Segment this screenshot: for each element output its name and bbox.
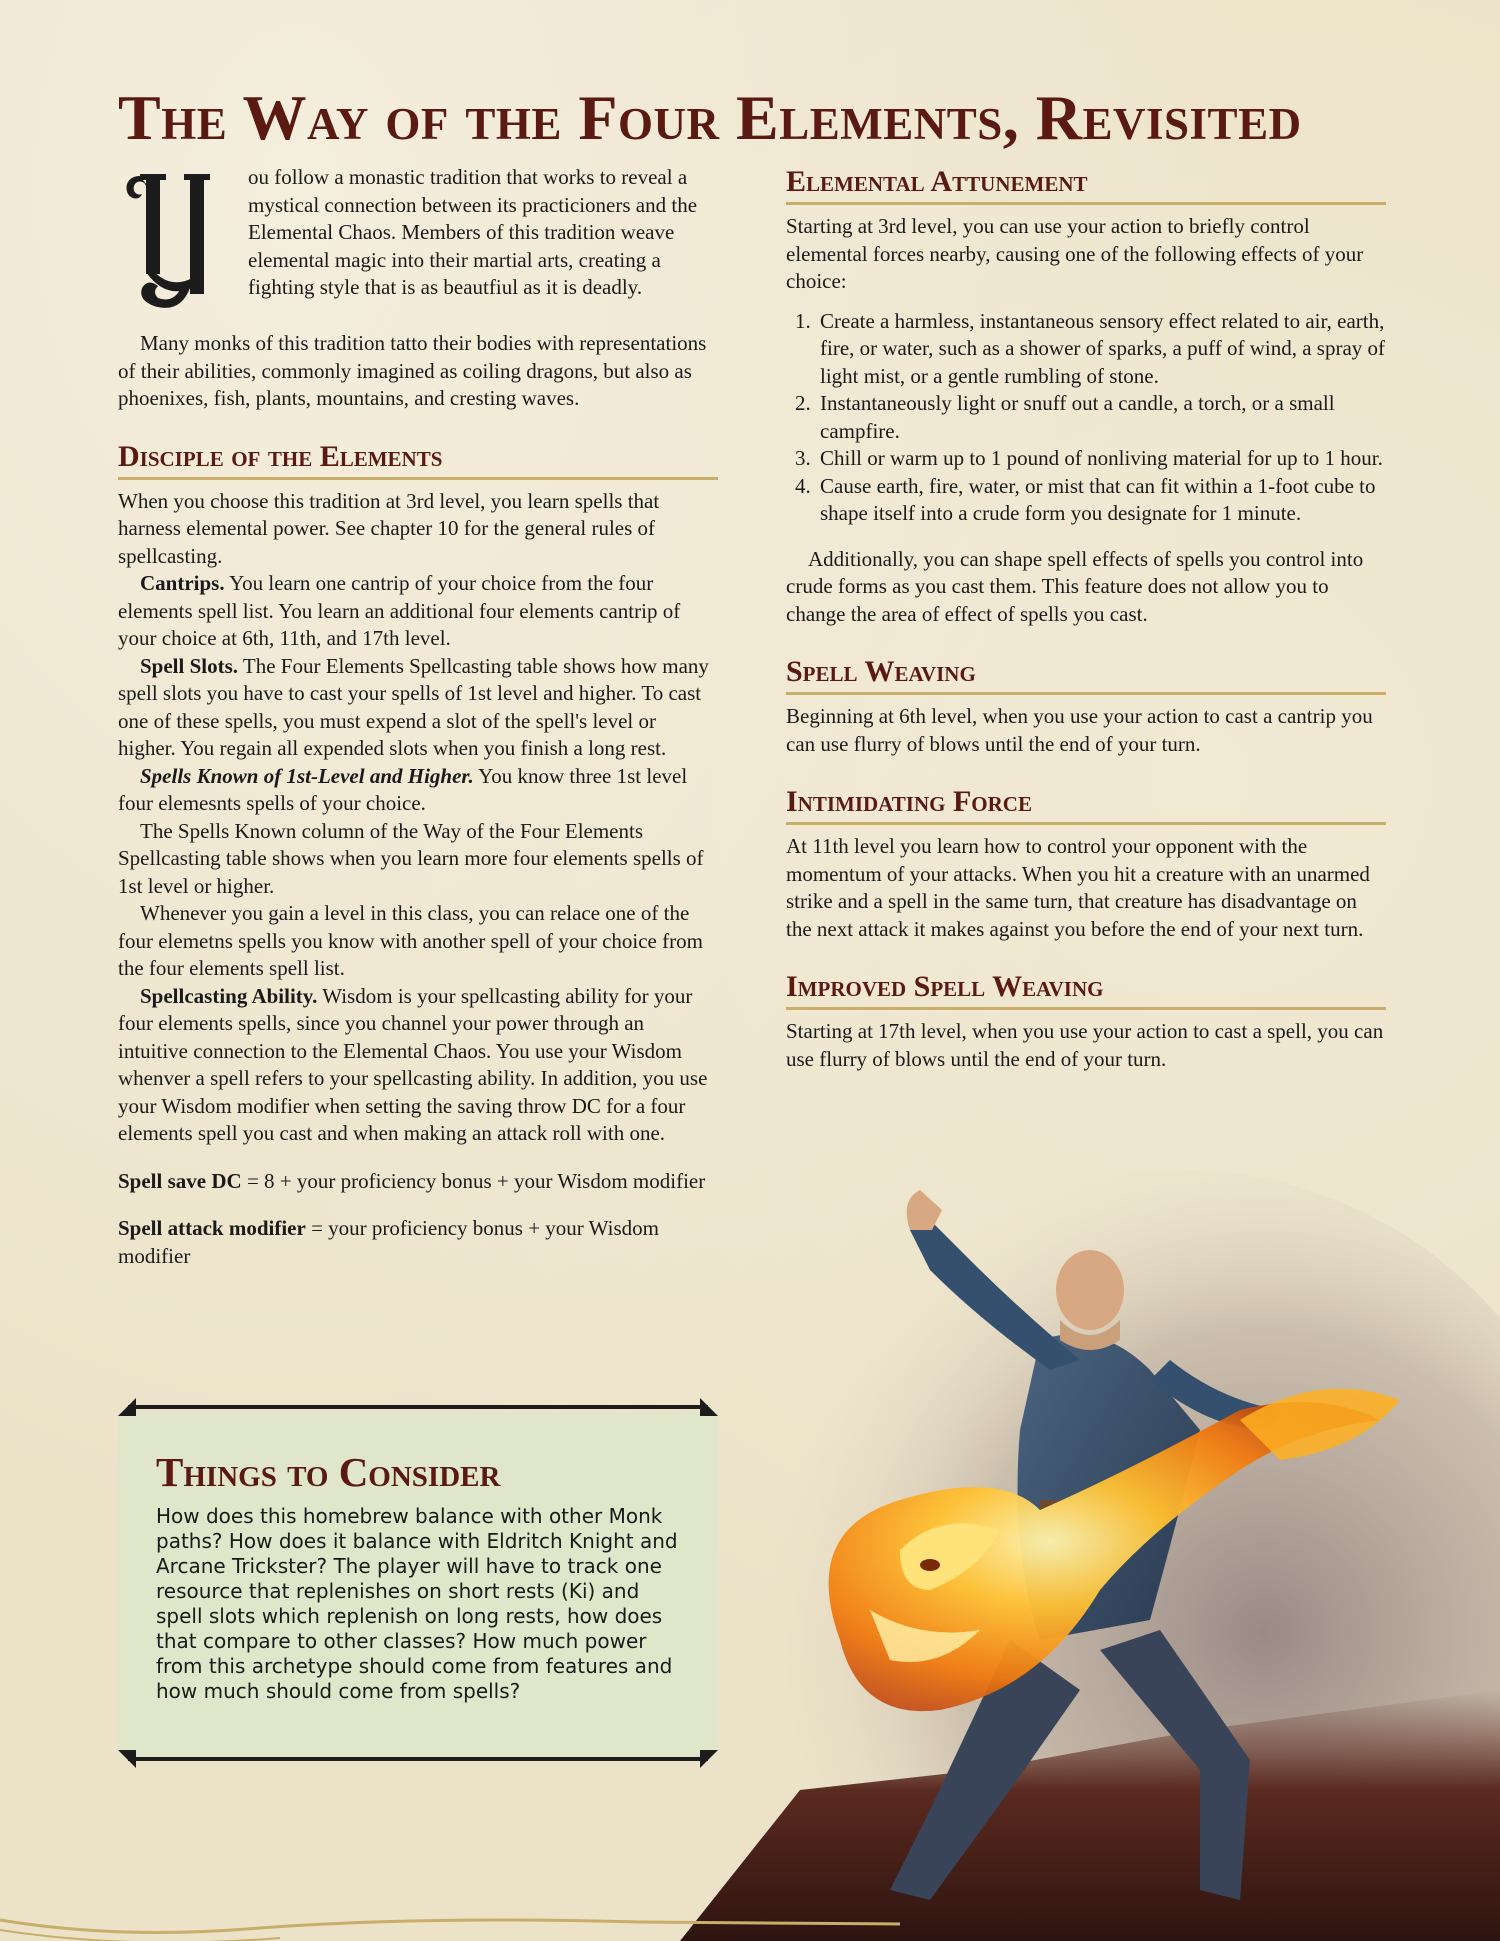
monk-fire-dragon-illustration bbox=[680, 1170, 1500, 1941]
heading-disciple: Disciple of the Elements bbox=[118, 439, 718, 480]
attunement-effects-list bbox=[816, 308, 1386, 528]
intimidating-force-text: At 11th level you learn how to control your opponent with the momentum of your attacks. When you hit a creature with an unarmed strike and a spell in the same turn, that creature has disadvantage on the next attack it makes against you before the end of your next turn. bbox=[786, 834, 1370, 941]
attunement-intro: Starting at 3rd level, you can use your action to briefly control elemental forces nearby, causing one of the following effects of your choice: bbox=[786, 214, 1364, 293]
spell-slots-text: The Four Elements Spellcasting table shows how many spell slots you have to cast your spells of 1st level and higher. To cast one of these spells, you must expend a slot of the spell's level or higher. You regain all expended slots when you finish a long rest. bbox=[118, 653, 709, 760]
things-to-consider-box bbox=[118, 1398, 718, 1768]
spells-known-paragraph-2: The Spells Known column of the Way of the Four Elements Spellcasting table shows when you learn more four elements spells of 1st level or higher. bbox=[118, 818, 704, 898]
list-item: 4. Cause earth, fire, water, or mist that can fit within a 1-foot cube to shape itself into a crude form you designate for 1 minute. bbox=[816, 473, 1386, 528]
left-column bbox=[118, 164, 718, 1270]
improved-spell-weaving-text: Starting at 17th level, when you use your action to cast a spell, you can use flurry of blows until the end of your turn. bbox=[786, 1019, 1384, 1071]
spellcasting-ability-text: Wisdom is your spellcasting ability for your four elements spells, since you channel your power through an intuitive connection to the Elemental Chaos. You use your Wisdom whenver a spell refers to your spellcasting ability. In addition, you use your Wisdom modifier when setting the saving throw DC for a four elements spell you cast and when making an attack roll with one. bbox=[118, 983, 708, 1145]
spell-attack-label: Spell attack modifier bbox=[118, 1216, 306, 1240]
attunement-additional: Additionally, you can shape spell effects of spells you control into crude forms as you cast them. This feature does not allow you to change the area of effect of spells you cast. bbox=[786, 546, 1364, 626]
heading-spell-weaving: Spell Weaving bbox=[786, 654, 1386, 695]
spell-weaving-text: Beginning at 6th level, when you use your action to cast a cantrip you can use flurry of blows until the end of your turn. bbox=[786, 704, 1373, 756]
spell-attack-text: = your proficiency bonus + your Wisdom modifier bbox=[118, 1216, 659, 1268]
spells-known-label: Spells Known of 1st-Level and Higher. bbox=[140, 763, 474, 788]
heading-elemental-attunement: Elemental Attunement bbox=[786, 164, 1386, 205]
list-item: 2. Instantaneously light or snuff out a candle, a torch, or a small campfire. bbox=[816, 390, 1386, 445]
note-box-bottom-border bbox=[118, 1750, 718, 1768]
cantrips-label: Cantrips. bbox=[140, 571, 225, 595]
spell-attack-modifier bbox=[118, 1215, 718, 1270]
spell-slots-label: Spell Slots. bbox=[140, 653, 239, 678]
page-title: The Way of the Four Elements, Revisited bbox=[118, 82, 1302, 153]
dropcap-letter: Y bbox=[174, 248, 175, 249]
spellcasting-ability-paragraph bbox=[118, 983, 718, 1148]
disciple-intro: When you choose this tradition at 3rd level, you learn spells that harness elemental power. See chapter 10 for the general rules of spellcasting. bbox=[118, 488, 660, 568]
spell-slots-paragraph bbox=[118, 653, 718, 763]
note-box-top-border bbox=[118, 1398, 718, 1416]
cantrips-paragraph bbox=[118, 570, 718, 653]
heading-improved-spell-weaving: Improved Spell Weaving bbox=[786, 969, 1386, 1010]
note-box-text: How does this homebrew balance with other Monk paths? How does it balance with Eldritch Knight and Arcane Trickster? The player will have to track one resource that replenishes on short rests (Ki) and spell slots which replenish on long rests, how does that compare to other classes? How much power from this archetype should come from features and how much should come from spells? bbox=[156, 1504, 678, 1703]
spell-save-text: = 8 + your proficiency bonus + your Wisdom modifier bbox=[241, 1168, 706, 1193]
intro-paragraph bbox=[118, 164, 718, 324]
list-item: 3. Chill or warm up to 1 pound of nonliving material for up to 1 hour. bbox=[816, 445, 1386, 473]
spell-save-dc bbox=[118, 1168, 718, 1196]
intro-text: ou follow a monastic tradition that works to reveal a mystical connection between its practicioners and the Elemental Chaos. Members of this tradition weave elemental magic into their martial arts, creating a fighting style that is as beautfiul as it is deadly. bbox=[248, 165, 698, 299]
right-column bbox=[786, 164, 1386, 1073]
intro-paragraph-2: Many monks of this tradition tatto their bodies with representations of their abilities, commonly imagined as coiling dragons, but also as phoenixes, fish, plants, mountains, and cresting waves. bbox=[118, 331, 707, 410]
spells-known-paragraph-3: Whenever you gain a level in this class, you can relace one of the four elemetns spells you know with another spell of your choice from the four elements spell list. bbox=[118, 901, 703, 980]
note-box-title: Things to Consider bbox=[156, 1449, 501, 1495]
spellcasting-ability-label: Spellcasting Ability. bbox=[140, 983, 318, 1008]
footer-ornament bbox=[0, 1880, 900, 1941]
dropcap-y-ornament bbox=[118, 168, 236, 318]
heading-intimidating-force: Intimidating Force bbox=[786, 784, 1386, 825]
spell-save-label: Spell save DC bbox=[118, 1168, 242, 1193]
spells-known-text: You know three 1st level four elemesnts spells of your choice. bbox=[118, 763, 688, 815]
cantrips-text: You learn one cantrip of your choice from the four elements spell list. You learn an additional four elements cantrip of your choice at 6th, 11th, and 17th level. bbox=[118, 571, 681, 650]
spells-known-paragraph bbox=[118, 763, 718, 818]
list-item: 1. Create a harmless, instantaneous sensory effect related to air, earth, fire, or water, such as a shower of sparks, a puff of wind, a spray of light mist, or a gentle rumbling of stone. bbox=[816, 308, 1386, 391]
